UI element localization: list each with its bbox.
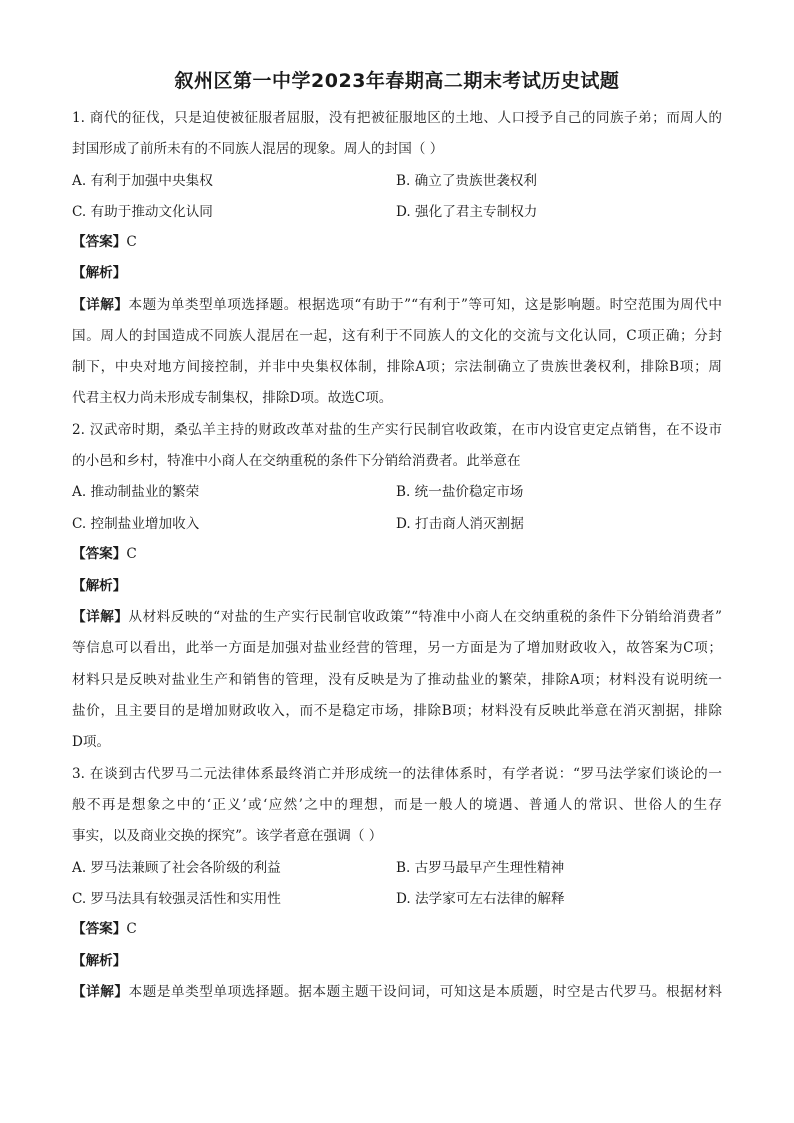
q2-answer-value: C bbox=[126, 546, 137, 562]
q2-option-c: C. 控制盐业增加收入 bbox=[72, 516, 200, 532]
q2-option-b: B. 统一盐价稳定市场 bbox=[396, 484, 524, 500]
detail-tag: 【详解】 bbox=[72, 609, 129, 625]
q1-detail-line-3: 制下，中央对地方间接控制，并非中央集权体制，排除A项；宗法制确立了贵族世袭权利，排除B项；周 bbox=[72, 359, 722, 375]
detail-tag: 【详解】 bbox=[72, 297, 129, 313]
q3-stem-line-1: 3. 在谈到古代罗马二元法律体系最终消亡并形成统一的法律体系时，有学者说：“罗马法学家们谈论的一 bbox=[72, 766, 722, 782]
q3-option-a: A. 罗马法兼顾了社会各阶级的利益 bbox=[72, 860, 281, 876]
q3-analysis-tag bbox=[72, 951, 722, 971]
analysis-tag: 【解析】 bbox=[72, 953, 127, 969]
q3-stem-line-3: 事实，以及商业交换的探究”。该学者意在强调（ ） bbox=[72, 828, 383, 844]
q2-answer bbox=[72, 544, 722, 564]
q2-stem-line-1: 2. 汉武帝时期，桑弘羊主持的财政改革对盐的生产实行民制官收政策，在市内设官吏定点销售，在不设市 bbox=[72, 422, 722, 438]
q1-stem-line-2: 封国形成了前所未有的不同族人混居的现象。周人的封国（ ） bbox=[72, 141, 444, 157]
page-title: 叙州区第一中学2023年春期高二期末考试历史试题 bbox=[174, 70, 620, 92]
q3-option-b: B. 古罗马最早产生理性精神 bbox=[396, 860, 565, 876]
analysis-tag: 【解析】 bbox=[72, 578, 127, 594]
q2-detail-line-2: 等信息可以看出，此举一方面是加强对盐业经营的管理，另一方面是为了增加财政收入，故答案为C项； bbox=[72, 640, 722, 656]
q2-analysis-tag bbox=[72, 576, 722, 596]
q2-detail-line-3: 材料只是反映对盐业生产和销售的管理，没有反映是为了推动盐业的繁荣，排除A项；材料没有说明统一 bbox=[72, 672, 722, 688]
answer-tag: 【答案】 bbox=[72, 546, 127, 562]
q1-detail-line-2: 国。周人的封国造成不同族人混居在一起，这有利于不同族人的文化的交流与文化认同，C项正确；分封 bbox=[72, 328, 722, 344]
q3-answer-value: C bbox=[126, 921, 137, 937]
q1-stem-line-1: 1. 商代的征伐，只是迫使被征服者屈服，没有把被征服地区的土地、人口授予自己的同族子弟；而周人的 bbox=[72, 110, 722, 126]
q1-answer-value: C bbox=[126, 234, 137, 250]
q2-option-a: A. 推动制盐业的繁荣 bbox=[72, 484, 200, 500]
answer-tag: 【答案】 bbox=[72, 234, 127, 250]
q3-detail-text-1: 本题是单类型单项选择题。据本题主题干设问词，可知这是本质题，时空是古代罗马。根据材料 bbox=[128, 984, 723, 1000]
q1-analysis-tag bbox=[72, 263, 722, 283]
q2-detail-line-5: D项。 bbox=[72, 734, 111, 750]
q1-detail-line-4: 代君主权力尚未形成专制集权，排除D项。故选C项。 bbox=[72, 390, 393, 406]
detail-tag: 【详解】 bbox=[72, 984, 129, 1000]
answer-tag: 【答案】 bbox=[72, 921, 127, 937]
q1-option-c: C. 有助于推动文化认同 bbox=[72, 204, 213, 220]
q1-option-d: D. 强化了君主专制权力 bbox=[396, 204, 538, 220]
q3-option-c: C. 罗马法具有较强灵活性和实用性 bbox=[72, 891, 281, 907]
q1-detail-line-1 bbox=[72, 295, 722, 315]
q1-option-b: B. 确立了贵族世袭权利 bbox=[396, 173, 537, 189]
q2-stem-line-2: 的小邑和乡村，特准中小商人在交纳重税的条件下分销给消费者。此举意在 bbox=[72, 453, 521, 469]
q3-detail-line-1 bbox=[72, 982, 722, 1002]
q2-detail-line-1 bbox=[72, 607, 722, 627]
q1-answer bbox=[72, 232, 722, 252]
q2-detail-line-4: 盐价，且主要目的是增加财政收入，而不是稳定市场，排除B项；材料没有反映此举意在消灭割据，排除 bbox=[72, 703, 722, 719]
q2-option-d: D. 打击商人消灭割据 bbox=[396, 516, 524, 532]
analysis-tag: 【解析】 bbox=[72, 265, 127, 281]
q3-stem-line-2: 般不再是想象之中的‘正义’或‘应然’之中的理想，而是一般人的境遇、普通人的常识、世俗人的生存 bbox=[72, 797, 722, 813]
q1-detail-text-1: 本题为单类型单项选择题。根据选项“有助于”“有利于”等可知，这是影响题。时空范围为周代中 bbox=[128, 297, 722, 313]
q3-option-d: D. 法学家可左右法律的解释 bbox=[396, 891, 565, 907]
q3-answer bbox=[72, 919, 722, 939]
q2-detail-text-1: 从材料反映的“对盐的生产实行民制官收政策”“特准中小商人在交纳重税的条件下分销给消费者” bbox=[128, 609, 722, 625]
q1-option-a: A. 有利于加强中央集权 bbox=[72, 173, 213, 189]
